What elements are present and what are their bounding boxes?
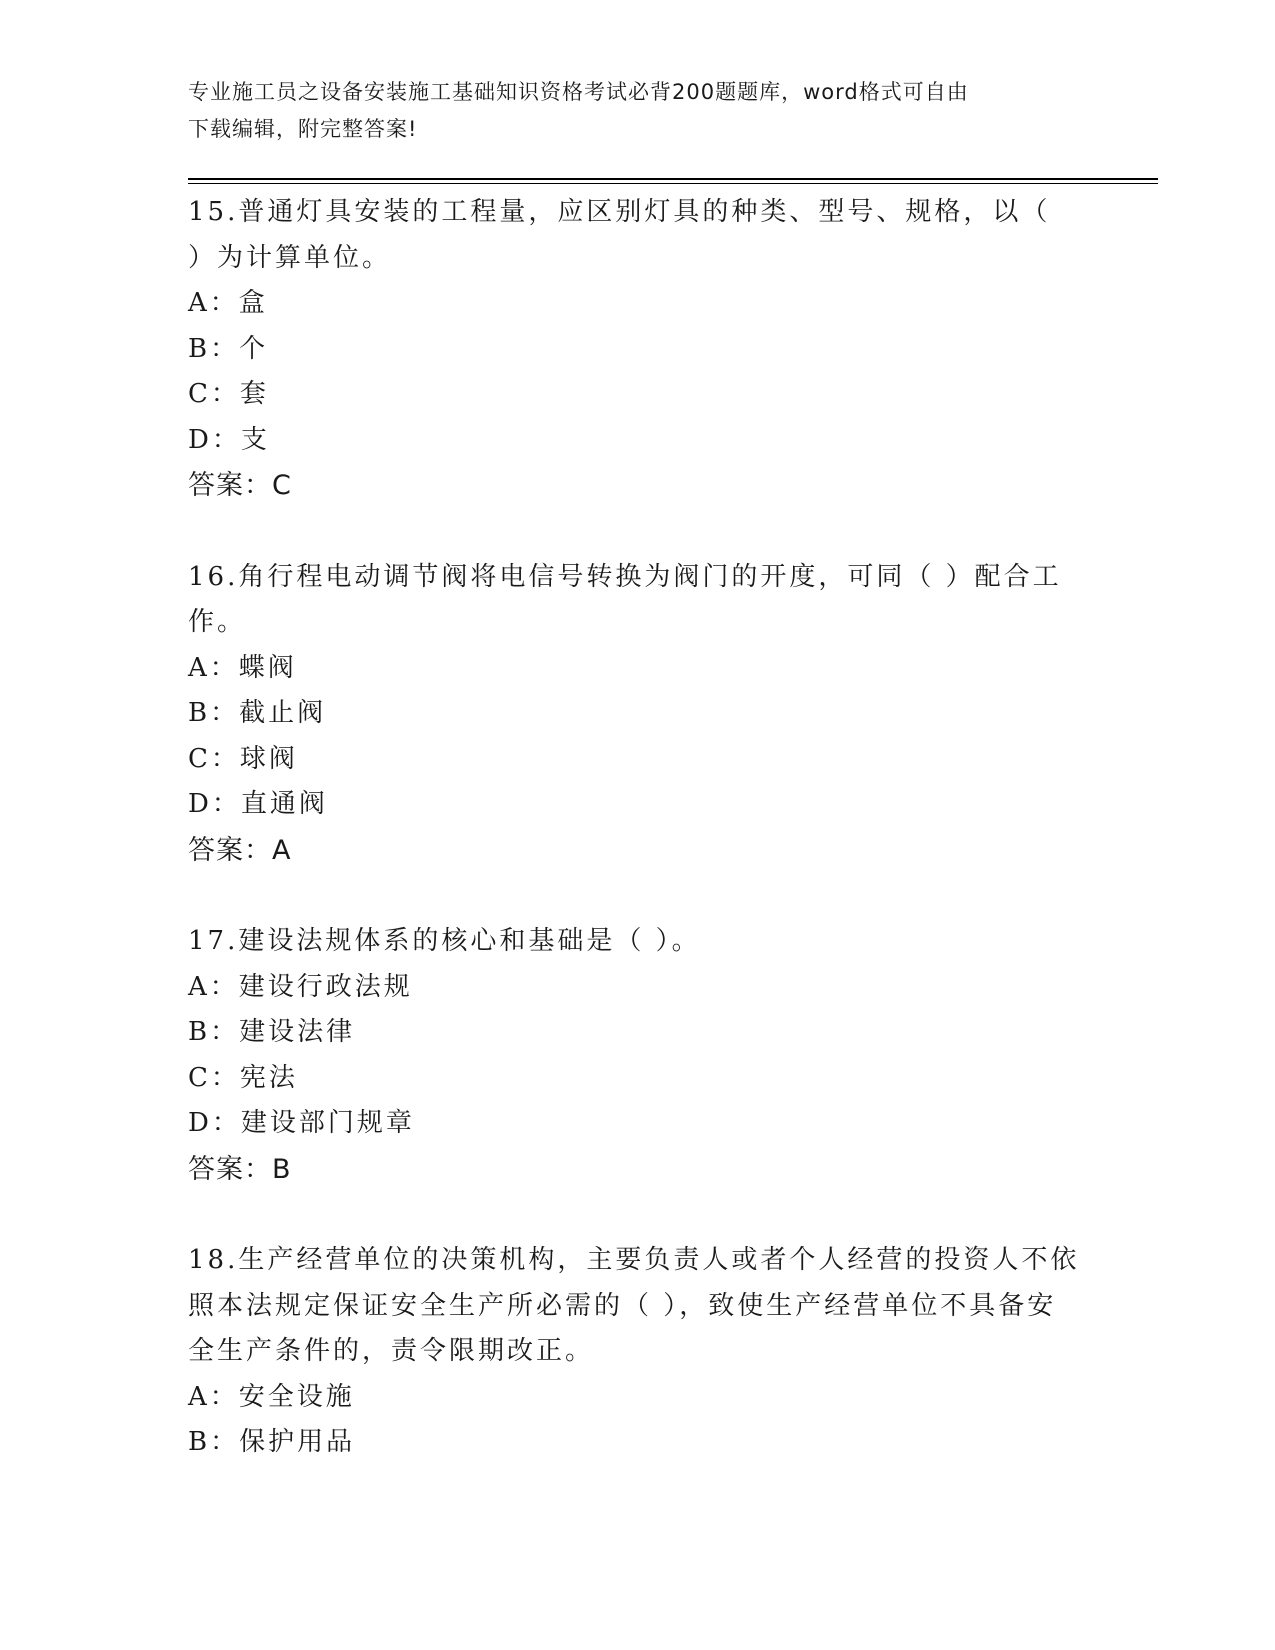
question-15 [188,190,1088,509]
option-b: B：建设法律 [188,1017,356,1047]
question-stem-line: 全生产条件的，责令限期改正。 [188,1336,595,1366]
question-17 [188,919,1088,1192]
question-16 [188,555,1088,874]
question-stem-line: 15.普通灯具安装的工程量，应区别灯具的种类、型号、规格，以（ [188,197,1051,227]
header-line-2: 下载编辑，附完整答案! [188,117,418,141]
option-a: A：安全设施 [188,1381,355,1412]
option-c: C：宪法 [188,1062,298,1093]
question-18 [188,1238,1088,1466]
option-c: C：套 [188,379,269,409]
answer-line: 答案：C [188,470,292,501]
question-stem-line: 18.生产经营单位的决策机构，主要负责人或者个人经营的投资人不依 [188,1245,1080,1275]
option-b: B：截止阀 [188,698,327,728]
question-list [188,190,1088,1466]
header-divider-thick [188,178,1158,180]
option-b: B：个 [188,333,269,364]
option-a: A：盒 [188,288,268,318]
document-header [188,74,1068,148]
option-a: A：蝶阀 [188,652,297,683]
question-stem-line: ）为计算单位。 [188,242,392,273]
question-stem-line: 作。 [188,607,247,637]
option-d: D：直通阀 [188,789,328,819]
option-c: C：球阀 [188,743,298,774]
question-stem-line: 16.角行程电动调节阀将电信号转换为阀门的开度，可同（ ）配合工 [188,561,1062,592]
answer-line: 答案：B [188,1153,292,1185]
header-divider-thin [188,183,1158,184]
option-d: D：支 [188,424,270,455]
option-d: D：建设部门规章 [188,1108,415,1138]
header-line-1: 专业施工员之设备安装施工基础知识资格考试必背200题题库，word格式可自由 [188,80,969,104]
option-b: B：保护用品 [188,1427,356,1457]
question-stem-line: 17.建设法规体系的核心和基础是（ ）。 [188,926,701,956]
option-a: A：建设行政法规 [188,971,413,1002]
question-stem-line: 照本法规定保证安全生产所必需的（ ），致使生产经营单位不具备安 [188,1290,1057,1321]
answer-line: 答案：A [188,834,292,866]
